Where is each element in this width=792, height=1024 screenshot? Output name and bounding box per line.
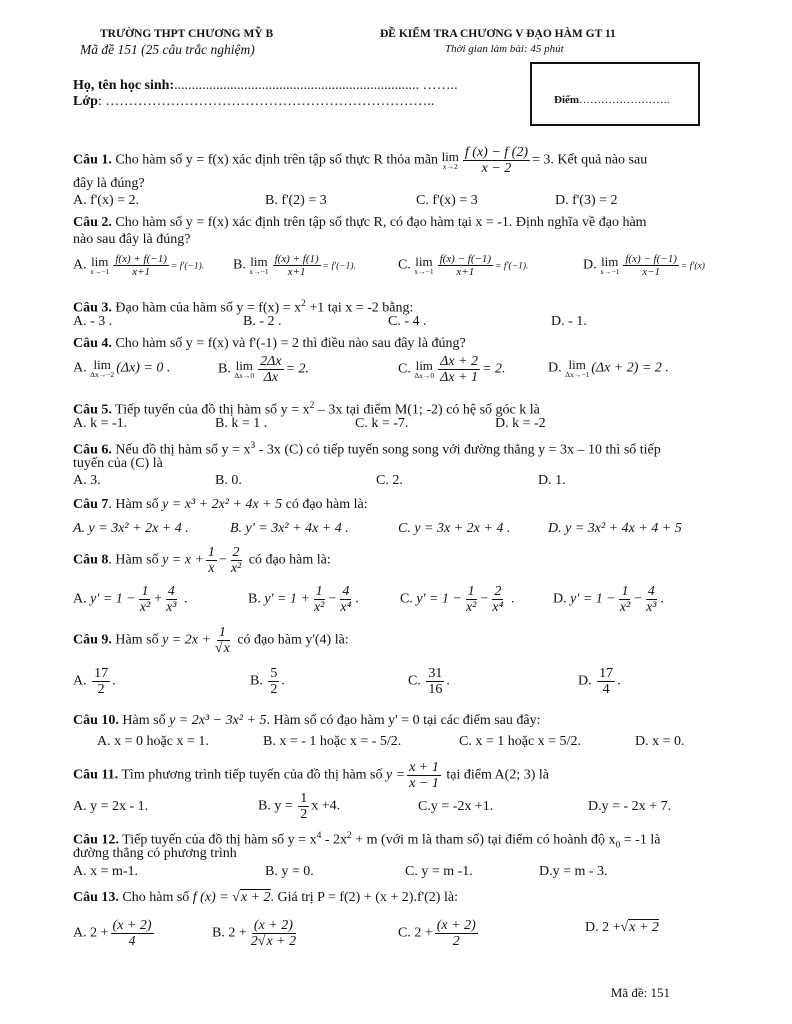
score-label: Điểm <box>554 94 580 106</box>
question-number: Câu 7 <box>73 497 109 512</box>
question-5: Câu 5. Tiếp tuyến của đồ thị hàm số $y = x^2 - 3x$ tại điểm M(1; -2) có hệ số góc k là <box>73 401 540 418</box>
question-text: Cho hàm số y = f(x) và f'(-1) = 2 thì điều nào sau đây là đúng? <box>115 336 466 351</box>
option-d: D. 2 +√x + 2 <box>585 920 659 935</box>
question-text: Nếu đồ thị hàm số y = x <box>115 442 251 458</box>
option-b: B. lim x→−1 $\frac{f(x) + f(1)}{x+1}$ = f'(−1). <box>233 253 356 278</box>
question-text: tuyến của (C) là <box>73 456 163 471</box>
score-dots: ……………………. <box>579 94 670 106</box>
question-text: Đạo hàm của hàm số y = f(x) = x <box>115 300 302 316</box>
option-b: B. x = - 1 hoặc x = - 5/2. <box>263 734 402 749</box>
question-text: . Kết quả nào sau <box>550 152 648 168</box>
option-b: B. lim Δx→0 $\frac{2\Delta x}{\Delta x}$ = 2. <box>218 354 310 385</box>
question-number: Câu 2. <box>73 215 112 230</box>
school-name: TRƯỜNG THPT CHƯƠNG MỸ B <box>100 28 274 40</box>
question-number: Câu 12. <box>73 832 119 848</box>
question-number: Câu 8 <box>73 552 109 568</box>
function-expression: y = x³ + 2x² + 4x + 5 <box>162 497 283 512</box>
option-a: A. k = -1. <box>73 416 128 431</box>
question-4 <box>73 336 466 352</box>
option-c: C. 2. <box>376 473 403 488</box>
option-d: D. y' = 1 − $\frac{1}{\text{x²}}$ − $\frac{4}{\text{x³}}$ . <box>553 584 664 615</box>
question-6: Câu 6. Nếu đồ thị hàm số $y = x^3 - 3x$ (C) có tiếp tuyến song song với đường thẳng y = 3x – 10 thì số tiếp <box>73 441 661 458</box>
question-number: Câu 6. <box>73 442 112 458</box>
option-a: A. y = 2x - 1. <box>73 799 149 814</box>
option-d: D. f'(3) = 2 <box>555 193 618 208</box>
function-expression: y = 2x³ − 3x² + 5 <box>169 713 267 728</box>
option-c: C. 2 + $\frac{(x + 2)}{2}$ <box>398 918 476 949</box>
option-a: A. - 3 . <box>73 314 113 329</box>
question-text: Tiếp tuyến của đồ thị hàm số y = x <box>115 402 310 418</box>
option-d: D.y = - 2x + 7. <box>588 799 672 814</box>
option-b: B. - 2 . <box>243 314 282 329</box>
name-dots: ...................................................................... …….. <box>174 78 458 93</box>
question-11: Câu 11. Tìm phương trình tiếp tuyến của đồ thị hàm số y = $\frac{x + 1}{x - 1}$ tại điểm A(2; 3) là <box>73 760 549 791</box>
option-a: A. $\frac{17}{2}$ . <box>73 666 116 697</box>
question-number: Câu 11. <box>73 767 119 783</box>
question-number: Câu 3. <box>73 300 112 316</box>
option-a: A. x = 0 hoặc x = 1. <box>97 734 209 749</box>
score-box <box>530 62 700 126</box>
option-b: B. y = $\frac{1}{2}$ x +4. <box>258 791 341 822</box>
question-9: Câu 9. Hàm số y = 2x + $\frac{1}{√x}$ có đạo hàm y'(4) là: <box>73 625 349 656</box>
option-d: D. $\frac{17}{4}$ . <box>578 666 621 697</box>
question-12: Câu 12. Tiếp tuyến của đồ thị hàm số $y = x^4 - 2x^2 + m$ (với m là tham số) tại điểm có hoành độ $x_0 = -1$ là <box>73 831 661 851</box>
option-c: C. lim Δx→0 $\frac{\Delta x + 2}{\Delta x + 1}$ = 2. <box>398 354 506 385</box>
question-1: Câu 1. Cho hàm số y = f(x) xác định trên tập số thực R thỏa mãn lim x→2 $\frac{f (x) - f (2)}{x - 2}$ = 3. Kết quả nào sau <box>73 145 648 176</box>
student-name-line <box>73 78 458 94</box>
question-number: Câu 5. <box>73 402 112 418</box>
option-d: D.y = m - 3. <box>539 864 608 879</box>
question-number: Câu 10. <box>73 713 119 728</box>
option-a: A. 3. <box>73 473 101 488</box>
option-b: B. y' = 1 + $\frac{1}{\text{x²}}$ − $\frac{4}{\text{x⁴}}$ . <box>248 584 359 615</box>
option-a: A. lim Δx→−2 (Δx) = 0 . <box>73 357 171 379</box>
option-c: C. - 4 . <box>388 314 427 329</box>
option-b: B. 2 + $\frac{(x + 2)}{2√x + 2}$ <box>212 918 297 949</box>
option-c: C. y = m -1. <box>405 864 473 879</box>
name-label: Họ, tên học sinh: <box>73 78 175 93</box>
score-field <box>554 94 670 106</box>
option-c: C. y' = 1 − $\frac{1}{\text{x²}}$ − $\frac{2}{\text{x⁴}}$ . <box>400 584 515 615</box>
option-c: C.y = -2x +1. <box>418 799 494 814</box>
option-d: D. x = 0. <box>635 734 685 749</box>
class-label: Lớp <box>73 94 98 109</box>
fraction: $\frac{f (x) - f (2)}{x - 2}$ <box>464 145 528 176</box>
question-number: Câu 9. <box>73 632 112 648</box>
question-3: Câu 3. Đạo hàm của hàm số $y = f(x) = x^2 +1$ tại x = -2 bằng: <box>73 299 414 316</box>
option-b: B. y = 0. <box>265 864 314 879</box>
option-c: C. f'(x) = 3 <box>416 193 478 208</box>
option-c: C. k = -7. <box>355 416 409 431</box>
limit-expression: lim x→2 <box>441 149 459 171</box>
question-number: Câu 1. <box>73 152 112 168</box>
option-b: B. $\frac{5}{2}$ . <box>250 666 285 697</box>
option-c: C. lim x→−1 $\frac{f(x) - f(-1)}{x+1}$ = f'(−1). <box>398 253 529 278</box>
exam-time: Thời gian làm bài: 45 phút <box>445 43 564 55</box>
question-text: nào sau đây là đúng? <box>73 232 191 247</box>
footer-exam-code: Mã đề: 151 <box>610 985 670 1000</box>
question-2 <box>73 215 647 231</box>
option-a: A. lim x→−1 $\frac{f(x) + f(-1)}{x+1}$ = f'(−1). <box>73 253 205 278</box>
question-13: Câu 13. Cho hàm số f (x) = √x + 2. Giá trị P = f(2) + (x + 2).f'(2) là: <box>73 890 458 905</box>
question-7: Câu 7. Hàm số y = x³ + 2x² + 4x + 5 có đạo hàm là: <box>73 497 368 512</box>
option-b: B. 0. <box>215 473 242 488</box>
option-d: D. y = 3x² + 4x + 4 + 5 <box>548 521 682 536</box>
option-d: D. 1. <box>538 473 566 488</box>
option-d: D. lim x→−1 $\frac{f(x) - f(-1)}{x-1}$ = f'(x) <box>583 253 705 278</box>
option-c: C. $\frac{31}{16}$ . <box>408 666 450 697</box>
question-10: Câu 10. Hàm số y = 2x³ − 3x² + 5. Hàm số có đạo hàm y' = 0 tại các điểm sau đây: <box>73 713 541 728</box>
option-a: A. f'(x) = 2. <box>73 193 140 208</box>
option-b: B. f'(2) = 3 <box>265 193 327 208</box>
option-c: C. y = 3x + 2x + 4 . <box>398 521 511 536</box>
question-text: đường thẳng có phương trình <box>73 846 237 861</box>
class-dots: : …………………………………………………………….. <box>97 94 435 109</box>
question-text: đây là đúng? <box>73 176 145 191</box>
class-line <box>73 94 434 110</box>
exam-title: ĐỀ KIỂM TRA CHƯƠNG V ĐẠO HÀM GT 11 <box>380 28 616 40</box>
option-a: A. y' = 1 − $\frac{1}{\text{x²}}$ + $\frac{4}{\text{x³}}$ . <box>73 584 188 615</box>
option-a: A. y = 3x² + 2x + 4 . <box>73 521 189 536</box>
option-d: D. - 1. <box>551 314 587 329</box>
question-8: Câu 8. Hàm số y = x + $\frac{1}{x}$ − $\frac{2}{\text{x²}}$ có đạo hàm là: <box>73 545 331 576</box>
exam-code-line: Mã đề 151 (25 câu trắc nghiệm) <box>80 42 255 57</box>
option-d: D. k = -2 <box>495 416 546 431</box>
option-d: D. lim Δx→−1 (Δx + 2) = 2 . <box>548 357 669 379</box>
question-text: Cho hàm số y = f(x) xác định trên tập số thực R thỏa mãn <box>115 152 439 168</box>
option-a: A. 2 + $\frac{(x + 2)}{4}$ <box>73 918 152 949</box>
question-text: Cho hàm số y = f(x) xác định trên tập số thực R, có đạo hàm tại x = -1. Định nghĩa về đạo hàm <box>115 215 647 230</box>
option-b: B. y' = 3x² + 4x + 4 . <box>230 521 349 536</box>
question-number: Câu 4. <box>73 336 112 351</box>
option-c: C. x = 1 hoặc x = 5/2. <box>459 734 581 749</box>
option-a: A. x = m-1. <box>73 864 139 879</box>
option-b: B. k = 1 . <box>215 416 268 431</box>
question-number: Câu 13. <box>73 890 119 905</box>
